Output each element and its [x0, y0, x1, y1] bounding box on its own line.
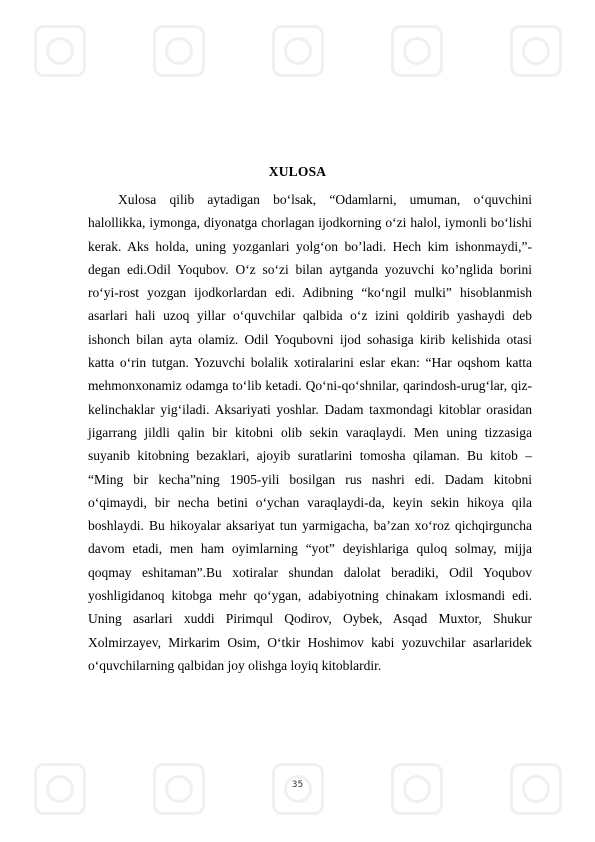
watermark-logo-icon [34, 25, 86, 77]
watermark-logo-icon [391, 25, 443, 77]
watermark-logo-icon [272, 25, 324, 77]
body-paragraph: Xulosa qilib aytadigan bo‘lsak, “Odamlarni, umuman, o‘quvchini halollikka, iymonga, diyonatga chorlagan ijodkorning o‘zi halol, iymonli bo‘lishi kerak. Aks holda, uning yozganlari yolg‘on bo’ladi. Hech kim ishonmaydi,”- degan edi.Odil Yoqubov. O‘z so‘zi bilan aytganda yozuvchi ko’nglida borini ro‘yi-rost yozgan ijodkorlardan edi. Adibning “ko‘ngil mulki” hisoblanmish asarlari hali uzoq yillar o‘quvchilar qalbida o‘z izini qoldirib yashaydi deb ishonch bilan ayta olamiz. Odil Yoqubovni ijod sohasiga kirib kelishida otasi katta o‘rin tutgan. Yozuvchi bolalik xotiralarini eslar ekan: “Har oqshom katta mehmonxonamiz odamga to‘lib ketadi. Qo‘ni-qo‘shnilar, qarindosh-urug‘lar, qiz-kelinchaklar yig‘iladi. Aksariyati yoshlar. Dadam taxmondagi kitoblar orasidan jigarrang jildli qalin bir kitobni olib sekin varaqlaydi. Men uning tizzasiga suyanib kitobning bezaklari, ajoyib suratlarini tomosha qilaman. Bu kitob – “Ming bir kecha”ning 1905-yili bosilgan rus nashri edi. Dadam kitobni o‘qimaydi, bir necha betini o‘ychan varaqlaydi-da, keyin sekin hikoya qila boshlaydi. Bu hikoyalar aksariyat tun yarmigacha, ba’zan xo‘roz qichqirguncha davom etadi, men ham oyimlarning “yot” deyishlariga quloq solmay, mijja qoqmay eshitaman”.Bu xotiralar shundan dalolat beradiki, Odil Yoqubov yoshligidanoq kitobga mehr qo‘ygan, adabiyotning chinakam ixlosmandi edi. Uning asarlari xuddi Pirimqul Qodirov, Oybek, Asqad Muxtor, Shukur Xolmirzayev, Mirkarim Osim, O‘tkir Hoshimov kabi yozuvchilar asarlaridek o‘quvchilarning qalbidan joy olishga loyiq kitoblardir. [88, 192, 532, 673]
watermark-logo-icon [153, 25, 205, 77]
watermark-logo-icon [510, 25, 562, 77]
section-title: XULOSA [268, 164, 327, 179]
page-number: 35 [291, 780, 304, 790]
watermark-row-top [0, 22, 595, 80]
